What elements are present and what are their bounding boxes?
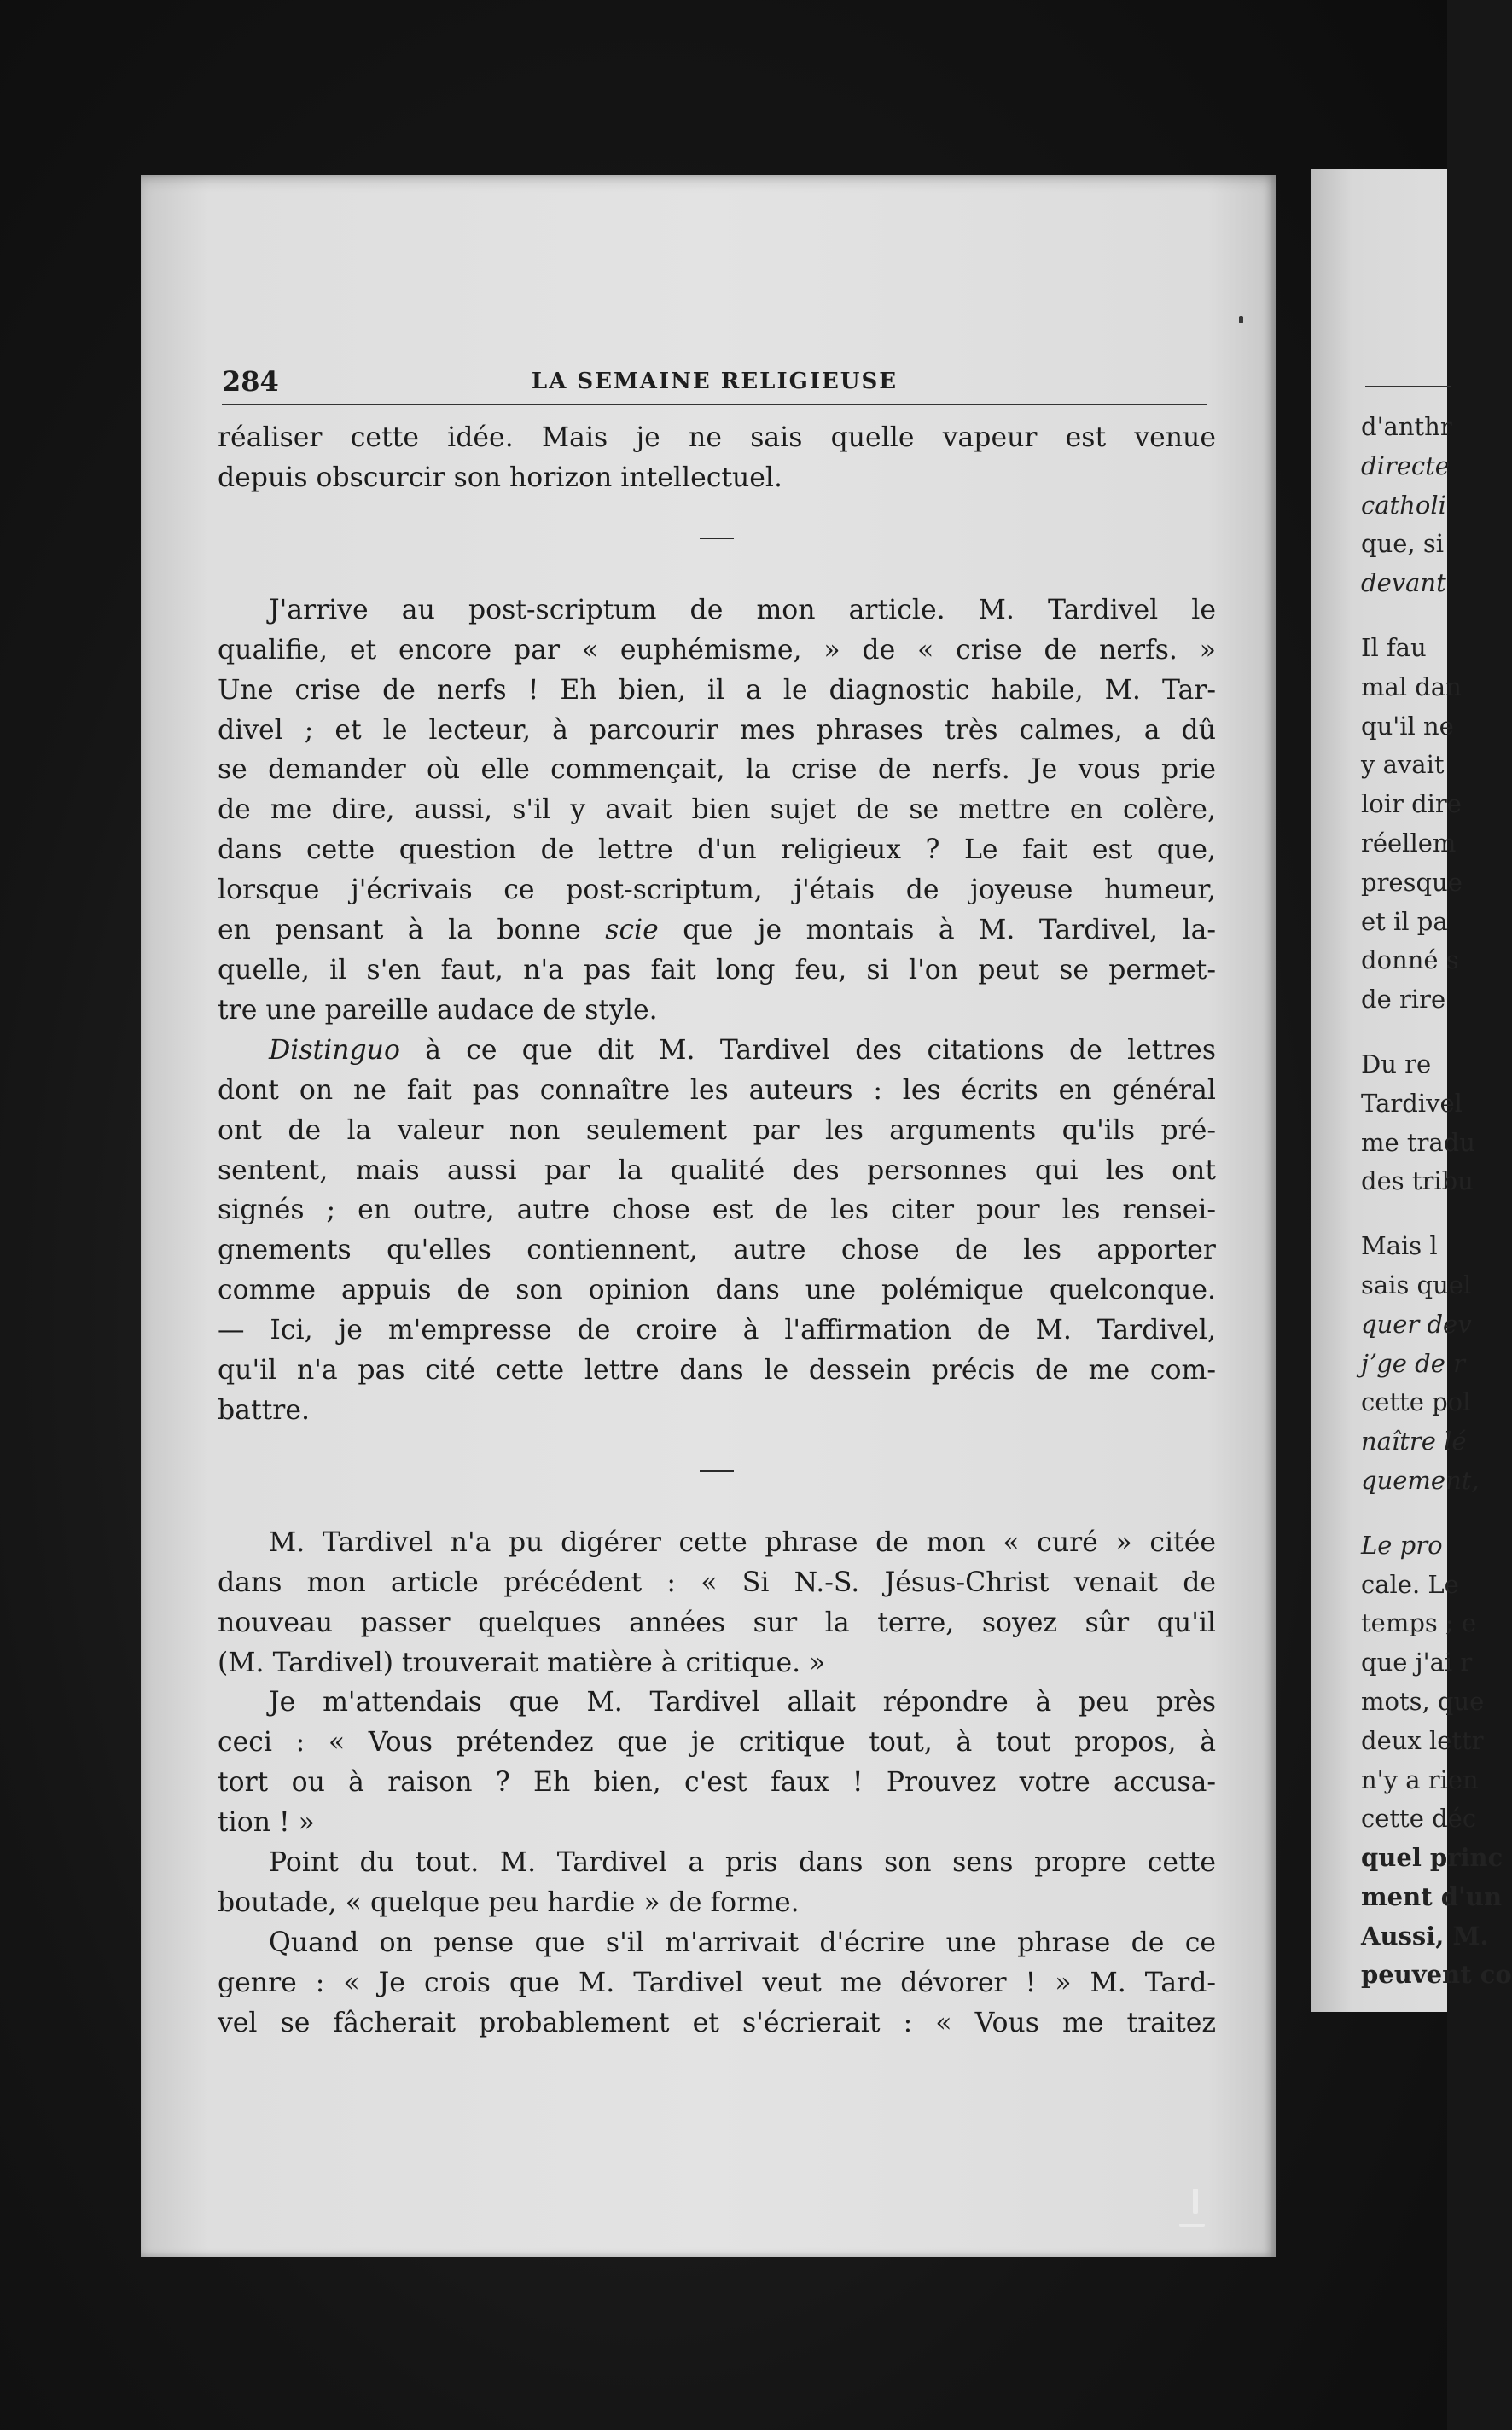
right-page-line: réellem	[1361, 828, 1457, 857]
text-segment: à ce que dit M. Tardivel des citations de lettres	[399, 1034, 1216, 1066]
paragraph-5	[218, 1683, 1216, 1843]
text-line: ceci : « Vous prétendez que je critique tout, à tout propos, à	[218, 1727, 1216, 1759]
text-line: (M. Tardivel) trouverait matière à critique. »	[218, 1647, 826, 1678]
italic-word: scie	[605, 915, 659, 946]
right-page-line: que, si	[1361, 529, 1444, 559]
right-page-line: me tradu	[1361, 1127, 1475, 1157]
right-page-line: directe	[1361, 451, 1450, 480]
right-page-line: presque	[1361, 867, 1463, 897]
text-line: qu'il n'a pas cité cette lettre dans le dessein précis de me com-	[218, 1355, 1216, 1386]
right-page-line: donné s	[1361, 945, 1459, 975]
text-line: Une crise de nerfs ! Eh bien, il a le diagnostic habile, M. Tar-	[218, 674, 1216, 706]
right-page-line: quer dev	[1361, 1309, 1472, 1339]
text-line: vel se fâcherait probablement et s'écrierait : « Vous me traitez	[218, 2007, 1216, 2038]
right-page-line: cette déc	[1361, 1804, 1477, 1834]
right-page-line: n'y a rien	[1361, 1764, 1479, 1794]
article-body	[218, 418, 1216, 2043]
right-page-line: Mais l	[1361, 1231, 1438, 1261]
paragraph-gap	[1361, 1201, 1497, 1227]
paragraph-2	[218, 590, 1216, 1031]
text-line: gnements qu'elles contiennent, autre chose de les apporter	[218, 1235, 1216, 1266]
running-title: LA SEMAINE RELIGIEUSE	[531, 369, 898, 394]
text-line: Je m'attendais que M. Tardivel allait répondre à peu près	[269, 1687, 1216, 1718]
right-page-line: naître lé	[1361, 1427, 1467, 1456]
text-line: réaliser cette idée. Mais je ne sais quelle vapeur est venue	[218, 422, 1216, 453]
text-line	[218, 1031, 1216, 1071]
right-page-line: sais quel	[1361, 1270, 1472, 1299]
right-page-line: cette pol	[1361, 1387, 1471, 1417]
right-page-line: peuvent co	[1361, 1960, 1512, 1990]
text-line: dont on ne fait pas connaître les auteurs : les écrits en général	[218, 1074, 1216, 1106]
paragraph-gap	[1361, 1501, 1497, 1526]
text-line: M. Tardivel n'a pu digérer cette phrase de mon « curé » citée	[269, 1526, 1216, 1558]
text-line: de me dire, aussi, s'il y avait bien sujet de se mettre en colère,	[218, 794, 1216, 826]
text-line: lorsque j'écrivais ce post-scriptum, j'étais de joyeuse humeur,	[218, 875, 1216, 906]
paragraph-6	[218, 1843, 1216, 1923]
right-page-line: catholi	[1361, 490, 1446, 520]
paragraph-3	[218, 1031, 1216, 1431]
text-line: quelle, il s'en faut, n'a pas fait long feu, si l'on peut se permet-	[218, 954, 1216, 985]
text-line: Point du tout. M. Tardivel a pris dans son sens propre cette	[269, 1847, 1216, 1879]
italic-word: Distinguo	[269, 1034, 400, 1066]
text-line: signés ; en outre, autre chose est de les citer pour les rensei-	[218, 1195, 1216, 1226]
right-page-line: mal dan	[1361, 671, 1462, 701]
section-separator	[700, 538, 734, 539]
text-line	[218, 910, 1216, 950]
text-line: genre : « Je crois que M. Tardivel veut me dévorer ! » M. Tard-	[218, 1967, 1216, 1998]
right-page-line: Aussi, M.	[1361, 1921, 1489, 1950]
right-page-line: ment d'un	[1361, 1881, 1503, 1911]
text-line: battre.	[218, 1394, 310, 1426]
right-page-line: et il pa	[1361, 906, 1448, 936]
text-line: depuis obscurcir son horizon intellectuel.	[218, 462, 783, 493]
paragraph-4	[218, 1523, 1216, 1683]
page-number: 284	[222, 365, 279, 398]
right-page-line: cale. Le	[1361, 1569, 1459, 1599]
right-page-line: Du re	[1361, 1049, 1432, 1078]
text-line: J'arrive au post-scriptum de mon article. M. Tardivel le	[269, 594, 1216, 625]
text-segment: que je montais à M. Tardivel, la-	[658, 915, 1216, 946]
right-page-line: quel princ	[1361, 1843, 1503, 1873]
text-line: — Ici, je m'empresse de croire à l'affirmation de M. Tardivel,	[218, 1315, 1216, 1346]
scan-artifact	[1239, 316, 1243, 323]
right-page-line: Le pro	[1361, 1530, 1443, 1560]
right-page-line: des tribu	[1361, 1166, 1474, 1196]
text-segment: en pensant à la bonne	[218, 915, 606, 946]
right-page-line: quement,	[1361, 1465, 1480, 1495]
right-page-line: Il fau	[1361, 632, 1427, 662]
right-page-line: mots, que	[1361, 1686, 1485, 1716]
right-page-line: loir dire	[1361, 789, 1462, 819]
text-line: Quand on pense que s'il m'arrivait d'écrire une phrase de ce	[269, 1927, 1216, 1958]
right-page-header-rule	[1365, 386, 1451, 387]
right-page-line: deux lettr	[1361, 1725, 1484, 1755]
right-page-line: Tardivel	[1361, 1088, 1463, 1118]
right-page-line: y avait	[1361, 750, 1445, 780]
paragraph-gap	[1361, 1020, 1497, 1045]
page-header	[222, 365, 1207, 399]
text-line: divel ; et le lecteur, à parcourir mes phrases très calmes, a dû	[218, 714, 1216, 746]
text-line: dans mon article précédent : « Si N.-S. Jésus-Christ venait de	[218, 1567, 1216, 1598]
scan-artifact	[1179, 2224, 1205, 2227]
text-line: comme appuis de son opinion dans une polémique quelconque.	[218, 1275, 1216, 1306]
right-page-line: qu'il ne	[1361, 711, 1454, 741]
right-page-line: devant	[1361, 568, 1446, 598]
text-line: se demander où elle commençait, la crise de nerfs. Je vous prie	[218, 754, 1216, 786]
paragraph-1	[218, 418, 1216, 498]
text-line: boutade, « quelque peu hardie » de forme.	[218, 1887, 800, 1918]
right-page-line: que j'ai r	[1361, 1648, 1473, 1677]
right-page-line: jʼge de r	[1361, 1348, 1465, 1378]
right-page-line: d'anthr	[1361, 412, 1452, 441]
text-line: qualifie, et encore par « euphémisme, » de « crise de nerfs. »	[218, 634, 1216, 666]
text-line: tort ou à raison ? Eh bien, c'est faux ! Prouvez votre accusa-	[218, 1767, 1216, 1799]
paragraph-7	[218, 1923, 1216, 2043]
text-line: sentent, mais aussi par la qualité des personnes qui les ont	[218, 1154, 1216, 1186]
right-page-line: temps ; e	[1361, 1608, 1477, 1638]
section-separator	[700, 1470, 734, 1472]
scan-artifact	[1193, 2189, 1198, 2214]
text-line: dans cette question de lettre d'un religieux ? Le fait est que,	[218, 834, 1216, 866]
paragraph-gap	[1361, 603, 1497, 629]
text-line: ont de la valeur non seulement par les arguments qu'ils pré-	[218, 1114, 1216, 1146]
text-line: tion ! »	[218, 1807, 315, 1839]
right-page-line: de rire	[1361, 985, 1446, 1014]
text-line: nouveau passer quelques années sur la terre, soyez sûr qu'il	[218, 1607, 1216, 1638]
text-line: tre une pareille audace de style.	[218, 994, 658, 1026]
right-page-text	[1361, 408, 1512, 1995]
header-rule	[222, 404, 1207, 405]
